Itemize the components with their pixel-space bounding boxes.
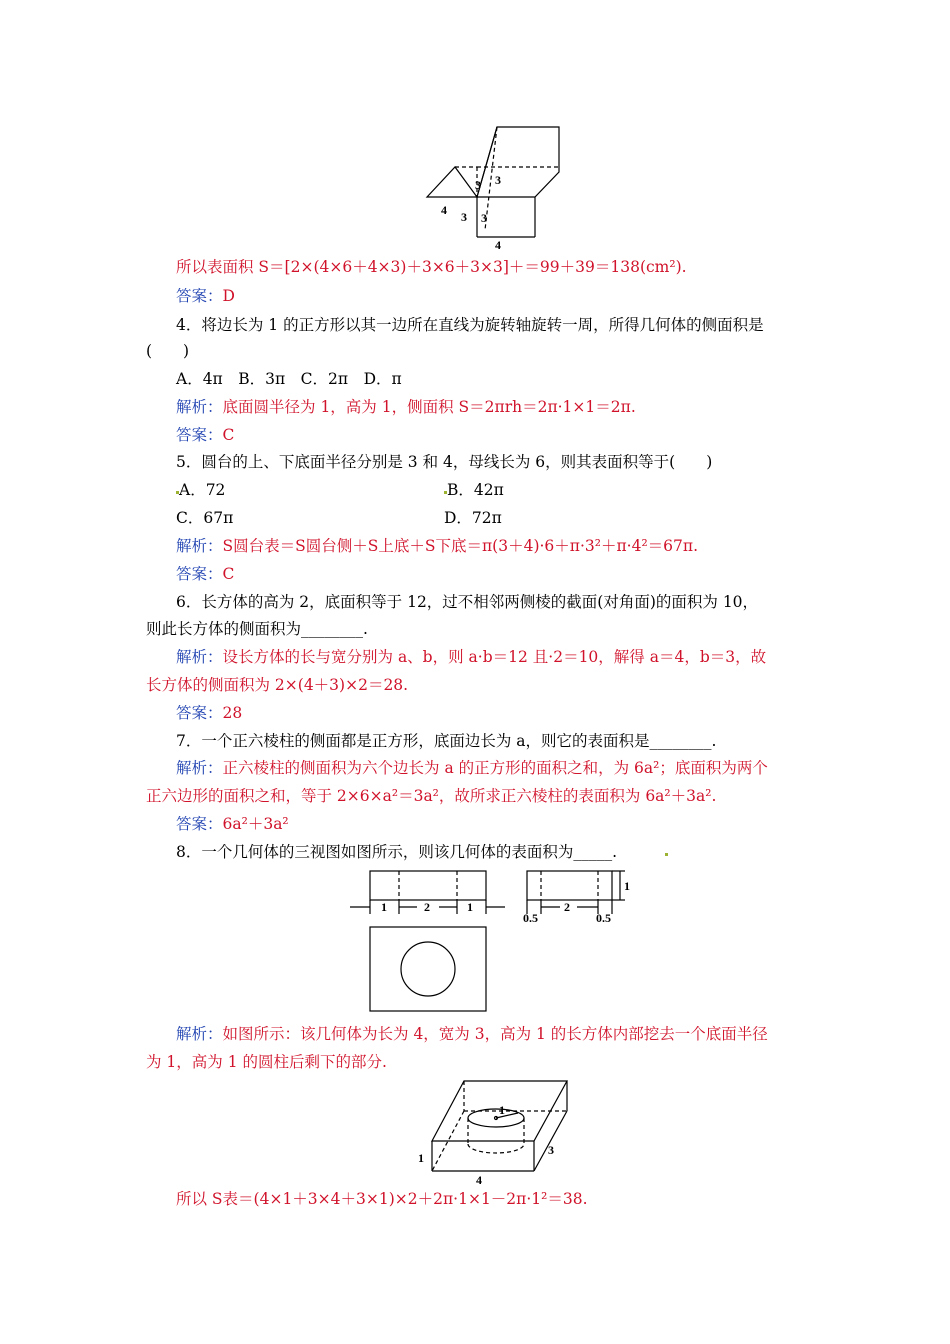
q8-analysis-line1 [176, 1024, 768, 1044]
side-view-label-0.5-left: 0.5 [523, 911, 538, 925]
fig1-label-4-bottom: 4 [495, 238, 501, 252]
fig1-label-3-b: 3 [495, 173, 501, 187]
q8-analysis-line2: 为 1，高为 1 的圆柱后剩下的部分. [146, 1053, 387, 1071]
fig1-label-4-left: 4 [441, 203, 447, 217]
q7-analysis-text1: 正六棱柱的侧面积为六个边长为 a 的正方形的面积之和，为 6a²；底面积为两个 [222, 759, 768, 777]
q6-answer [176, 703, 242, 723]
q6-analysis-label: 解析： [176, 648, 223, 666]
fig1-label-3-c: 3 [461, 210, 467, 224]
front-view-label-2: 2 [424, 900, 430, 914]
q5-answer-value: C [222, 565, 235, 583]
q6-analysis-line1 [176, 647, 766, 667]
q7-answer [176, 814, 289, 834]
q8-stem: 8．一个几何体的三视图如图所示，则该几何体的表面积为_____. [176, 843, 618, 861]
q5-answer-label: 答案： [176, 565, 223, 583]
q7-analysis-line1 [176, 758, 768, 778]
q5-option-c: C．67π [176, 509, 234, 527]
q5-analysis-label: 解析： [176, 537, 223, 555]
q4-options: A．4π B．3π C．2π D．π [176, 370, 402, 388]
q6-answer-label: 答案： [176, 704, 223, 722]
q7-stem: 7．一个正六棱柱的侧面都是正方形，底面边长为 a，则它的表面积是________. [176, 732, 717, 750]
q7-analysis-label: 解析： [176, 759, 223, 777]
side-view-label-0.5-right: 0.5 [596, 911, 611, 925]
q3-answer [176, 286, 235, 306]
figure-box-with-cylinder [412, 1076, 572, 1186]
q5-option-a: A．72 [179, 481, 226, 499]
dot-mark [665, 853, 668, 856]
fig1-label-3-a: 3 [475, 178, 481, 192]
q5-answer [176, 564, 234, 584]
q5-option-d: D．72π [444, 509, 502, 527]
fig1-label-3-d: 3 [481, 211, 487, 225]
figure-three-views [345, 866, 645, 1014]
q5-stem: 5．圆台的上、下底面半径分别是 3 和 4，母线长为 6，则其表面积等于( ) [176, 453, 713, 471]
q4-stem-line2: ( ) [146, 342, 190, 360]
q4-analysis-text: 底面圆半径为 1，高为 1，侧面积 S＝2πrh＝2π·1×1＝2π. [222, 398, 636, 416]
solid-label-height-1: 1 [418, 1151, 424, 1165]
front-view-label-1-left: 1 [381, 900, 387, 914]
solid-label-3: 3 [548, 1143, 554, 1157]
q6-answer-value: 28 [222, 704, 243, 722]
solid-label-4: 4 [476, 1173, 482, 1186]
q8-final: 所以 S表＝(4×1＋3×4＋3×1)×2＋2π·1×1－2π·1²＝38. [176, 1190, 588, 1208]
q6-stem-line2: 则此长方体的侧面积为________. [146, 620, 368, 638]
q5-analysis [176, 536, 698, 556]
q7-answer-label: 答案： [176, 815, 223, 833]
q6-analysis-line2: 长方体的侧面积为 2×(4＋3)×2＝28. [146, 676, 409, 694]
side-view-label-2: 2 [564, 900, 570, 914]
figure-box-net [425, 122, 565, 254]
q4-answer [176, 425, 234, 445]
q7-analysis-line2: 正六边形的面积之和，等于 2×6×a²＝3a²，故所求正六棱柱的表面积为 6a²＋3a². [146, 787, 717, 805]
q6-analysis-text1: 设长方体的长与宽分别为 a、b，则 a·b＝12 且·2＝10，解得 a＝4，b＝3，故 [222, 648, 767, 666]
solid-label-radius-1: 1 [499, 1103, 505, 1117]
q4-answer-label: 答案： [176, 426, 223, 444]
front-view-label-1-right: 1 [467, 900, 473, 914]
q4-analysis [176, 397, 636, 417]
q6-stem-line1: 6．长方体的高为 2，底面积等于 12，过不相邻两侧棱的截面(对角面)的面积为 10， [176, 593, 759, 611]
q4-stem-line1: 4．将边长为 1 的正方形以其一边所在直线为旋转轴旋转一周，所得几何体的侧面积是 [176, 316, 764, 334]
q8-analysis-label: 解析： [176, 1025, 223, 1043]
q3-answer-value: D [222, 287, 235, 305]
q4-answer-value: C [222, 426, 235, 444]
q5-option-b: B．42π [447, 481, 504, 499]
q3-solution: 所以表面积 S＝[2×(4×6＋4×3)＋3×6＋3×3]＋＝99＋39＝138(cm²). [176, 258, 687, 276]
q8-analysis-text1: 如图所示：该几何体为长为 4，宽为 3，高为 1 的长方体内部挖去一个底面半径 [222, 1025, 768, 1043]
q7-answer-value: 6a²＋3a² [222, 815, 289, 833]
q3-answer-label: 答案： [176, 287, 223, 305]
q5-analysis-text: S圆台表＝S圆台侧＋S上底＋S下底＝π(3＋4)·6＋π·3²＋π·4²＝67π. [222, 537, 698, 555]
side-view-label-1: 1 [624, 879, 630, 893]
q4-analysis-label: 解析： [176, 398, 223, 416]
